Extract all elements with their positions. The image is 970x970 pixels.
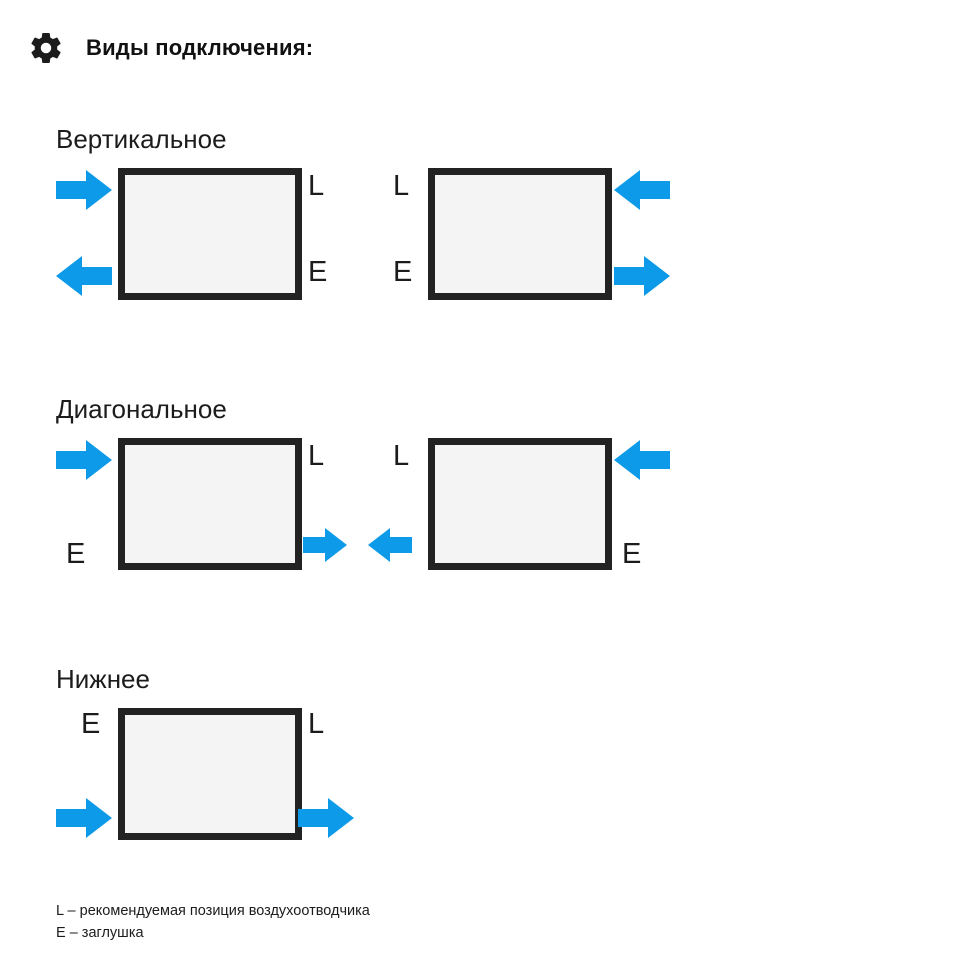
port-label-vertical-right-top: L xyxy=(393,170,410,202)
page-title: Виды подключения: xyxy=(86,35,314,60)
legend-line-l: L – рекомендуемая позиция воздухоотводчика xyxy=(56,903,370,919)
radiator-vertical-right xyxy=(428,168,612,300)
radiator-bottom xyxy=(118,708,302,840)
port-label-diagonal-right-top: L xyxy=(393,440,410,472)
section-title-diagonal: Диагональное xyxy=(56,394,227,424)
port-label-vertical-left-bottom: E xyxy=(308,256,328,288)
port-label-bottom-right: L xyxy=(308,708,325,740)
port-label-vertical-left-top: L xyxy=(308,170,325,202)
arrow-vertical-left-top xyxy=(56,170,112,210)
legend-line-e: E – заглушка xyxy=(56,925,144,942)
section-title-vertical: Вертикальное xyxy=(56,124,227,154)
legend xyxy=(56,900,370,945)
section-title-bottom: Нижнее xyxy=(56,664,150,694)
gear-icon xyxy=(28,30,64,66)
header xyxy=(28,30,313,66)
arrow-diagonal-left-bottom xyxy=(303,528,347,562)
port-label-bottom-left: E xyxy=(81,708,101,740)
port-label-vertical-right-bottom: E xyxy=(393,256,413,288)
radiator-vertical-left xyxy=(118,168,302,300)
arrow-vertical-right-bottom xyxy=(614,256,670,296)
radiator-diagonal-left xyxy=(118,438,302,570)
port-label-diagonal-left-top: L xyxy=(308,440,325,472)
arrow-bottom-right xyxy=(298,798,354,838)
arrow-diagonal-left-top xyxy=(56,440,112,480)
arrow-vertical-right-top xyxy=(614,170,670,210)
port-label-diagonal-right-bottom: E xyxy=(622,538,642,570)
arrow-diagonal-right-bottom xyxy=(368,528,412,562)
arrow-bottom-left xyxy=(56,798,112,838)
port-label-diagonal-left-bottom: E xyxy=(66,538,86,570)
arrow-vertical-left-bottom xyxy=(56,256,112,296)
arrow-diagonal-right-top xyxy=(614,440,670,480)
radiator-diagonal-right xyxy=(428,438,612,570)
